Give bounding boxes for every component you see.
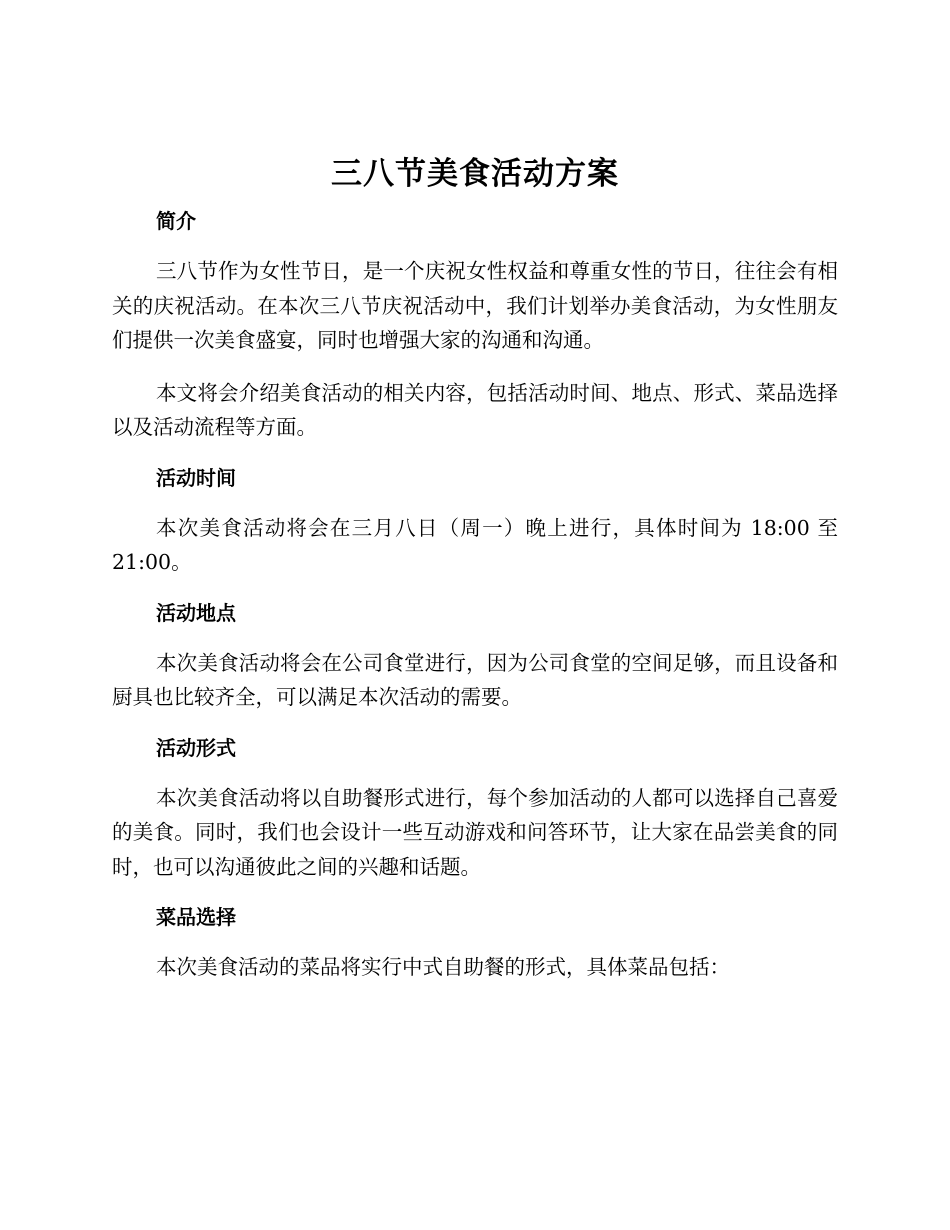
format-paragraph: 本次美食活动将以自助餐形式进行，每个参加活动的人都可以选择自己喜爱的美食。同时，我们也会设计一些互动游戏和问答环节，让大家在品尝美食的同时，也可以沟通彼此之间的兴趣和话题。 [112,785,838,879]
intro-paragraph-1: 三八节作为女性节日，是一个庆祝女性权益和尊重女性的节日，往往会有相关的庆祝活动。在本次三八节庆祝活动中，我们计划举办美食活动，为女性朋友们提供一次美食盛宴，同时也增强大家的沟通和沟通。 [112,259,838,352]
document-title: 三八节美食活动方案 [331,156,619,192]
time-paragraph: 本次美食活动将会在三月八日（周一）晚上进行，具体时间为 18:00 至 21:00。 [112,515,838,574]
location-paragraph: 本次美食活动将会在公司食堂进行，因为公司食堂的空间足够，而且设备和厨具也比较齐全，可以满足本次活动的需要。 [112,650,838,709]
intro-paragraph-2: 本文将会介绍美食活动的相关内容，包括活动时间、地点、形式、菜品选择以及活动流程等方面。 [112,380,838,439]
section-heading-time: 活动时间 [156,465,236,490]
section-heading-format: 活动形式 [156,735,236,760]
section-heading-dishes: 菜品选择 [156,905,236,929]
section-heading-location: 活动地点 [156,600,236,625]
section-heading-intro: 简介 [156,209,196,233]
dishes-paragraph: 本次美食活动的菜品将实行中式自助餐的形式，具体菜品包括： [156,955,730,979]
